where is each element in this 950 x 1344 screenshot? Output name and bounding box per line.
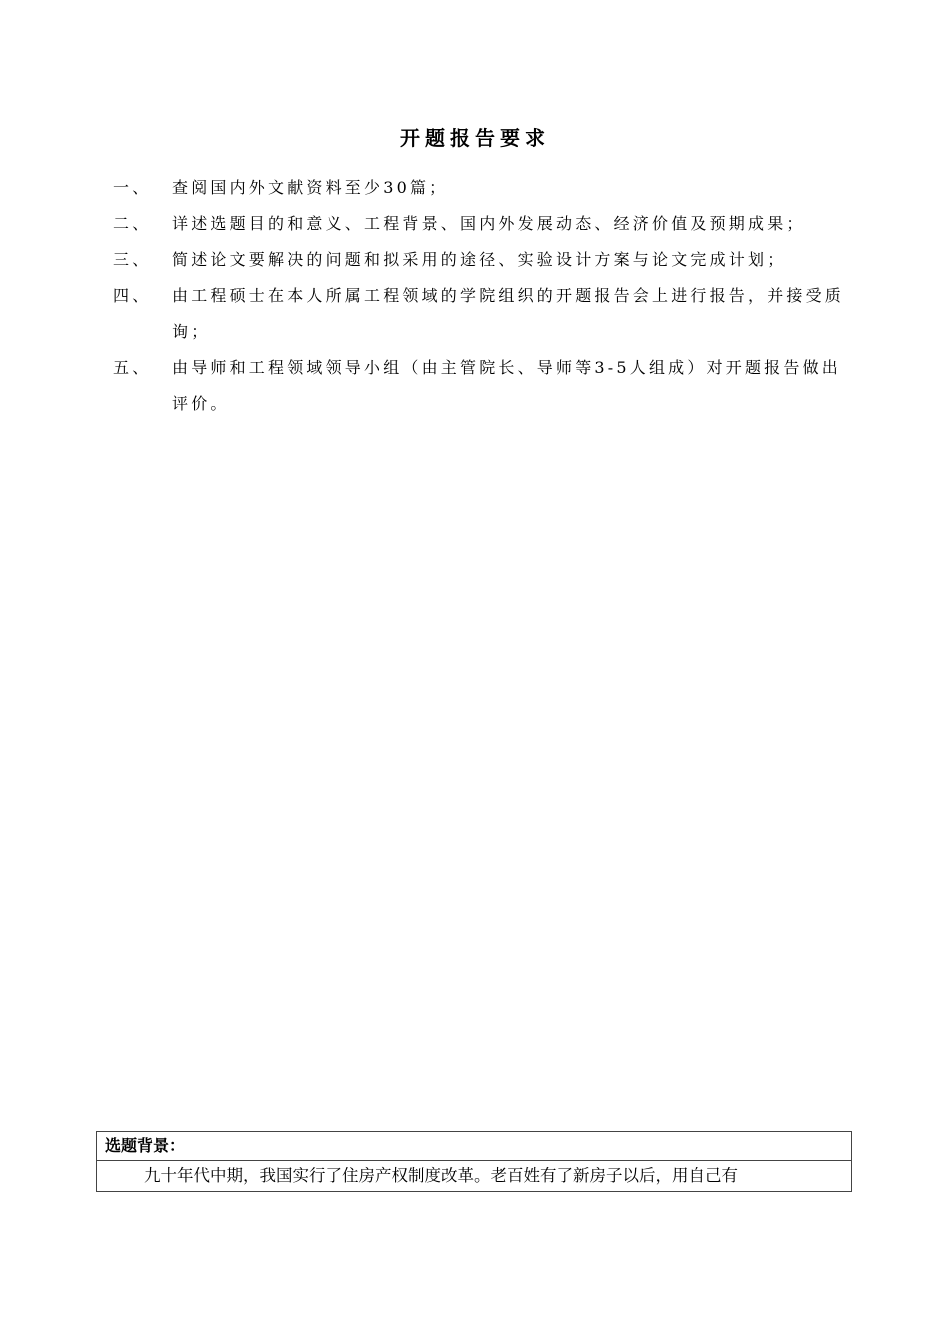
- requirements-list: [0, 170, 950, 422]
- requirement-item-3: [0, 242, 950, 278]
- requirement-number: 二、: [113, 214, 152, 233]
- requirement-number: 五、: [113, 358, 152, 377]
- requirement-text: 详述选题目的和意义、工程背景、国内外发展动态、经济价值及预期成果；: [172, 214, 806, 233]
- page-title: 开题报告要求: [400, 126, 550, 150]
- requirement-text: 由导师和工程领域领导小组（由主管院长、导师等3-5人组成）对开题报告做出评价。: [172, 358, 841, 413]
- requirement-number: 四、: [113, 286, 152, 305]
- requirement-number: 三、: [113, 250, 152, 269]
- requirement-number: 一、: [113, 178, 152, 197]
- requirement-item-5: [0, 350, 950, 422]
- requirement-item-2: [0, 206, 950, 242]
- requirement-text: 查阅国内外文献资料至少30篇；: [172, 178, 449, 197]
- background-section-box: [96, 1131, 852, 1192]
- background-heading: 选题背景：: [97, 1132, 851, 1161]
- requirement-item-4: [0, 278, 950, 350]
- background-text: 九十年代中期，我国实行了住房产权制度改革。老百姓有了新房子以后，用自己有: [144, 1166, 738, 1185]
- requirement-text: 简述论文要解决的问题和拟采用的途径、实验设计方案与论文完成计划；: [172, 250, 787, 269]
- requirement-item-1: [0, 170, 950, 206]
- requirement-text: 由工程硕士在本人所属工程领域的学院组织的开题报告会上进行报告，并接受质询；: [172, 286, 845, 341]
